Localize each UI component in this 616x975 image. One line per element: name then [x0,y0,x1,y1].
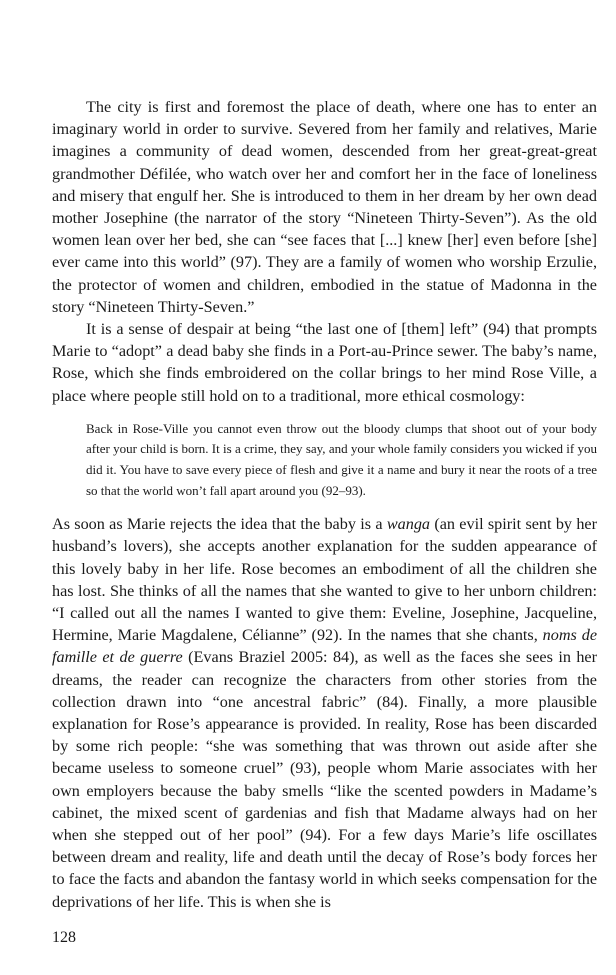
page-number: 128 [52,929,76,946]
paragraph-1: The city is first and foremost the place of death, where one has to enter an imaginary world in order to survive. Severed from her family and relatives, Marie imagines a community of dead women, descended from her great-great-great grandmother Défilée, who watch over her and comfort her in the face of loneliness and misery that engulf her. She is introduced to them in her dream by her own dead mother Josephine (the narrator of the story “Nineteen Thirty-Seven”). As the old women lean over her bed, she can “see faces that [...] knew [her] even before [she] ever came into this world” (97). They are a family of women who worship Erzulie, the protector of women and children, embodied in the statue of Madonna in the story “Nineteen Thirty-Seven.” [52,98,597,316]
block-quote: Back in Rose-Ville you cannot even throw out the bloody clumps that shoot out of your body after your child is born. It is a crime, they say, and your whole family considers you wicked if you did it. You have to save every piece of flesh and give it a name and bury it near the roots of a tree so that the world won’t fall apart around you (92–93). [86,420,597,498]
paragraph-3 [52,513,597,913]
paragraph-3-italic-noms: noms de famille et de guerre [52,626,597,667]
paragraph-3-text-c: (Evans Braziel 2005: 84), as well as the faces she sees in her dreams, the reader can recognize the characters from other stories from the collection drawn into “one ancestral fabric” (84). Finally, a more plausible explanation for Rose’s appearance is provided. In reality, Rose has been discarded by some rich people: “she was something that was thrown out aside after she became useless to someone cruel” (93), people whom Marie associates with her own employers because the baby smells “like the scented powders in Madame’s cabinet, the mixed scent of gardenias and fish that Madame always had on her when she stepped out of her pool” (94). For a few days Marie’s life oscillates between dream and reality, life and death until the decay of Rose’s body forces her to face the facts and abandon the fantasy world in which seeks compensation for the deprivations of her life. This is when she is [52,648,597,911]
paragraph-3-italic-wanga: wanga [386,515,431,534]
page-body [52,96,597,913]
paragraph-3-text-a: As soon as Marie rejects the idea that the baby is a [52,515,387,534]
paragraph-3-text-b: (an evil spirit sent by her husband’s lovers), she accepts another explanation for the sudden appearance of this lovely baby in her life. Rose becomes an embodiment of all the children she has lost. She thinks of all the names that she wanted to give to her unborn children: “I called out all the names I wanted to give them: Eveline, Josephine, Jacqueline, Hermine, Marie Magdalene, Célianne” (92). In the names that she chants, [52,515,597,645]
paragraph-2: It is a sense of despair at being “the last one of [them] left” (94) that prompts Marie to “adopt” a dead baby she finds in a Port-au-Prince sewer. The baby’s name, Rose, which she finds embroidered on the collar brings to her mind Rose Ville, a place where people still hold on to a traditional, more ethical cosmology: [52,320,597,405]
